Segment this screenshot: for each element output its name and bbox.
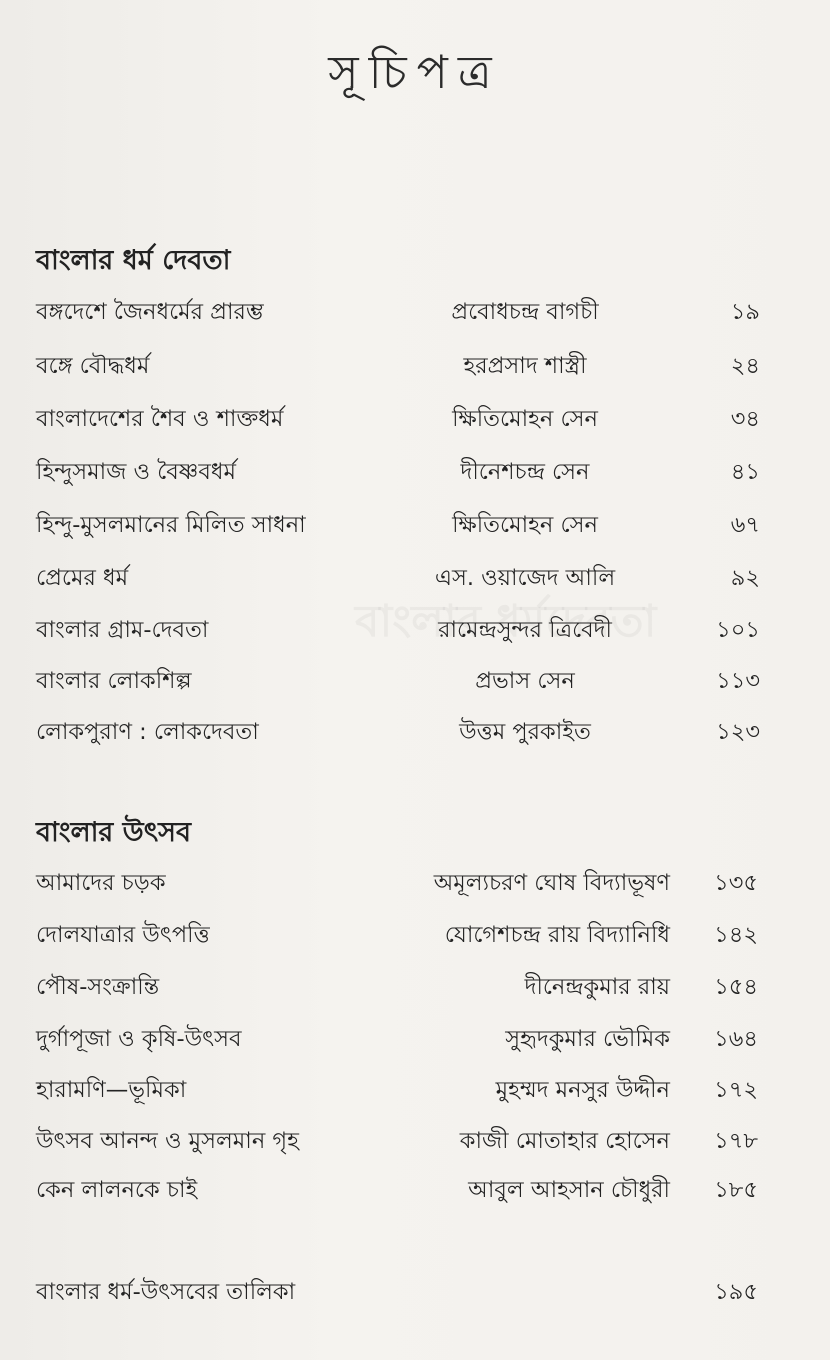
author-name: এস. ওয়াজেদ আলি	[434, 565, 616, 591]
page-number: ১৭৮	[714, 1128, 758, 1154]
toc-entry[interactable]	[0, 967, 830, 1007]
toc-entry[interactable]	[0, 399, 830, 439]
toc-entry[interactable]	[0, 610, 830, 650]
page-number: ২৪	[730, 353, 760, 379]
author-name: ক্ষিতিমোহন সেন	[452, 512, 598, 538]
author-name: দীনেশচন্দ্র সেন	[460, 459, 590, 485]
toc-entry[interactable]	[0, 292, 830, 332]
toc-entry[interactable]	[0, 661, 830, 701]
article-title: দোলযাত্রার উৎপত্তি	[36, 922, 210, 948]
article-title: হারামণি—ভূমিকা	[36, 1077, 187, 1103]
author-name: হরপ্রসাদ শাস্ত্রী	[463, 353, 587, 379]
author-name: অমূল্যচরণ ঘোষ বিদ্যাভূষণ	[433, 870, 670, 896]
page-number: ১২৩	[716, 719, 760, 745]
page-number: ১৩৫	[714, 870, 758, 896]
article-title: বঙ্গে বৌদ্ধধর্ম	[36, 353, 150, 379]
page-number: ১৯৫	[714, 1279, 758, 1305]
author-name: আবুল আহসান চৌধুরী	[468, 1177, 670, 1203]
author-name: প্রভাস সেন	[475, 668, 575, 694]
page-number: ১৮৫	[714, 1177, 758, 1203]
author-name: কাজী মোতাহার হোসেন	[459, 1128, 670, 1154]
article-title: হিন্দুসমাজ ও বৈষ্ণবধর্ম	[36, 459, 236, 485]
page-number: ১১৩	[716, 668, 760, 694]
section-heading: বাংলার ধর্ম দেবতা	[36, 245, 231, 276]
toc-entry[interactable]	[0, 1070, 830, 1110]
article-title: দুর্গাপূজা ও কৃষি-উৎসব	[36, 1026, 242, 1052]
author-name: যোগেশচন্দ্র রায় বিদ্যানিধি	[444, 922, 670, 948]
toc-entry[interactable]	[0, 1170, 830, 1210]
page-title: সূচিপত্র	[328, 45, 502, 99]
toc-entry[interactable]	[0, 1019, 830, 1059]
toc-entry[interactable]	[0, 915, 830, 955]
page-number: ১৬৪	[714, 1026, 758, 1052]
page-number: ১৫৪	[714, 974, 758, 1000]
article-title: বঙ্গদেশে জৈনধর্মের প্রারম্ভ	[36, 299, 264, 325]
author-name: মুহম্মদ মনসুর উদ্দীন	[495, 1077, 670, 1103]
article-title: বাংলার ধর্ম-উৎসবের তালিকা	[36, 1279, 296, 1305]
section-heading: বাংলার উৎসব	[36, 817, 192, 848]
page-number: ৯২	[730, 565, 760, 591]
toc-entry[interactable]	[0, 863, 830, 903]
author-name: রামেন্দ্রসুন্দর ত্রিবেদী	[438, 617, 612, 643]
page-number: ৬৭	[730, 512, 760, 538]
article-title: বাংলার গ্রাম-দেবতা	[36, 617, 209, 643]
author-name: সুহৃদকুমার ভৌমিক	[505, 1026, 670, 1052]
toc-entry[interactable]	[0, 452, 830, 492]
toc-entry[interactable]	[0, 558, 830, 598]
toc-entry-appendix[interactable]	[0, 1272, 830, 1312]
article-title: বাংলার লোকশিল্প	[36, 668, 192, 694]
toc-entry[interactable]	[0, 712, 830, 752]
article-title: প্রেমের ধর্ম	[36, 565, 129, 591]
article-title: বাংলাদেশের শৈব ও শাক্তধর্ম	[36, 406, 284, 432]
page-number: ৩৪	[730, 406, 760, 432]
author-name: দীনেন্দ্রকুমার রায়	[524, 974, 670, 1000]
page-number: ১৪২	[714, 922, 758, 948]
page-number: ১৯	[730, 299, 760, 325]
author-name: উত্তম পুরকাইত	[459, 719, 591, 745]
page-number: ৪১	[730, 459, 760, 485]
article-title: উৎসব আনন্দ ও মুসলমান গৃহ	[36, 1128, 299, 1154]
author-name: ক্ষিতিমোহন সেন	[452, 406, 598, 432]
page-number: ১০১	[716, 617, 760, 643]
page-number: ১৭২	[714, 1077, 758, 1103]
article-title: পৌষ-সংক্রান্তি	[36, 974, 160, 1000]
article-title: কেন লালনকে চাই	[36, 1177, 198, 1203]
article-title: হিন্দু-মুসলমানের মিলিত সাধনা	[36, 512, 306, 538]
article-title: আমাদের চড়ক	[36, 870, 166, 896]
author-name: প্রবোধচন্দ্র বাগচী	[451, 299, 599, 325]
toc-entry[interactable]	[0, 1121, 830, 1161]
toc-entry[interactable]	[0, 346, 830, 386]
article-title: লোকপুরাণ : লোকদেবতা	[36, 719, 259, 745]
toc-entry[interactable]	[0, 505, 830, 545]
